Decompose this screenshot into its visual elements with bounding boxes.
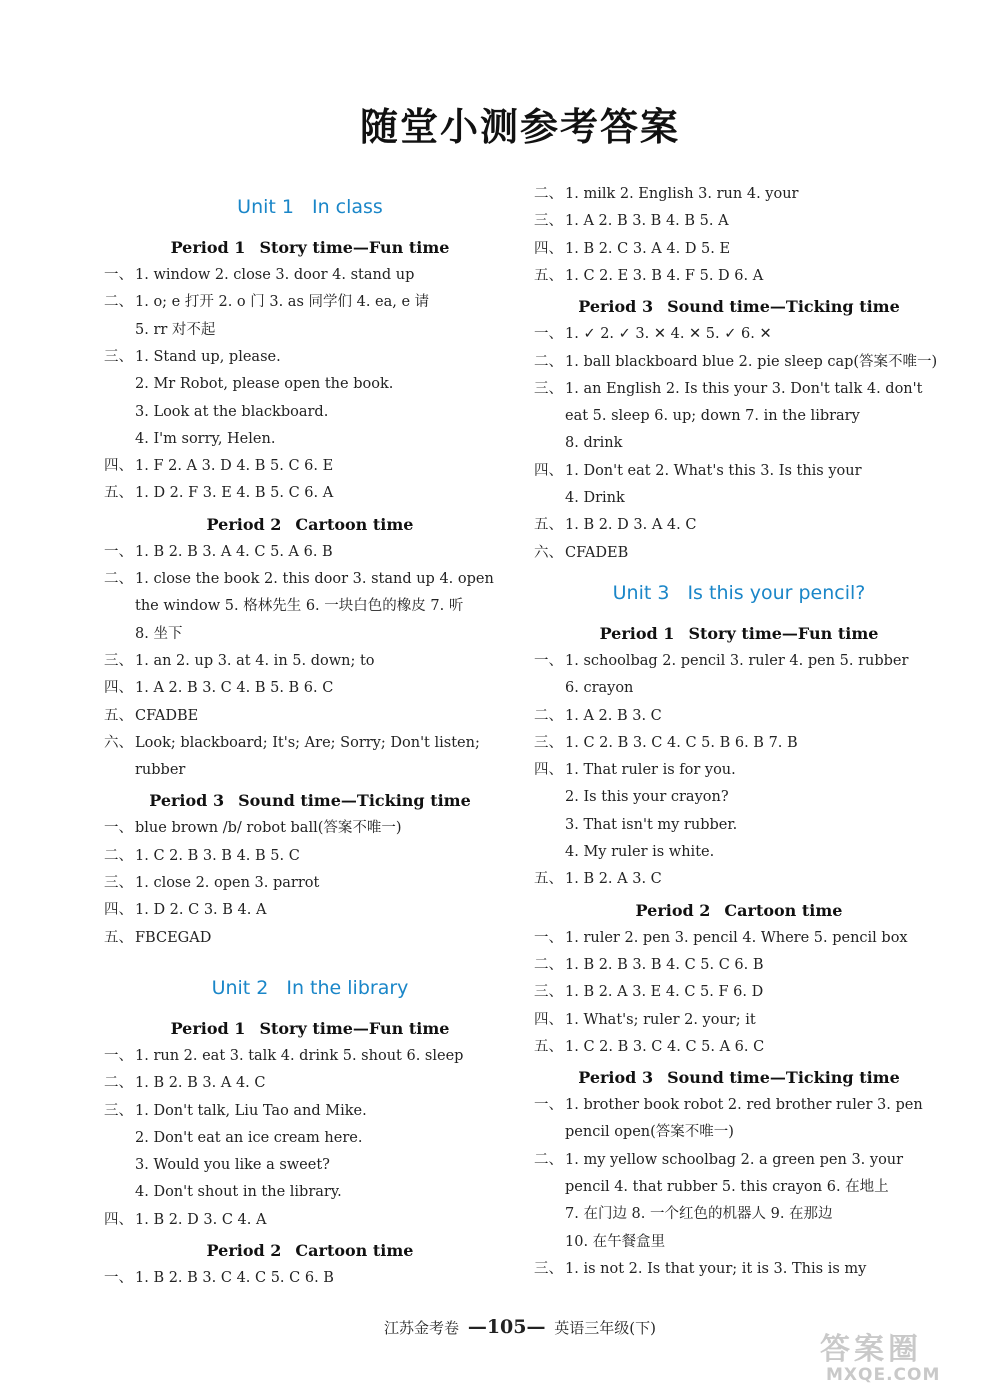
question-number: 五、 [534,267,563,284]
answer-line [534,651,944,671]
answer-text: 1. Don't eat 2. What's this 3. Is this your [565,462,862,479]
answer-line [534,706,944,726]
answer-line [104,651,516,671]
answer-line [534,869,944,889]
answer-line [104,1268,516,1288]
answer-line [104,1101,516,1121]
question-number: 一、 [104,1270,133,1286]
answer-line [104,760,516,780]
period-number: Period 3 [149,791,225,811]
question-number: 三、 [104,875,133,891]
answer-line [104,1155,516,1175]
question-number: 一、 [534,326,563,343]
question-number: 一、 [104,267,133,283]
answer-text: 1. close 2. open 3. parrot [135,875,320,891]
answer-line [534,488,944,508]
answer-text: 4. I'm sorry, Helen. [135,430,276,447]
question-number: 四、 [534,462,563,479]
answer-text: 1. C 2. E 3. B 4. F 5. D 6. A [565,267,764,284]
answer-text: 7. 在门边 8. 一个红色的机器人 9. 在那边 [565,1206,833,1223]
question-number: 四、 [534,240,563,257]
answer-text: 1. an 2. up 3. at 4. in 5. down; to [135,652,375,669]
answer-text: 1. schoolbag 2. pencil 3. ruler 4. pen 5. rubber [565,652,909,669]
unit-number: Unit 3 [612,581,670,604]
answer-line [534,543,944,563]
period-name: Cartoon time [295,514,414,534]
answer-line [104,320,516,340]
answer-line [104,624,516,644]
answer-text: 5. rr 对不起 [135,321,216,338]
page-number: —105— [467,1316,546,1338]
answer-text: 1. B 2. B 3. B 4. C 5. C 6. B [565,956,764,973]
question-number: 三、 [534,984,563,1001]
answer-text: 1. Stand up, please. [135,348,281,365]
watermark-text: 答案圈 [820,1332,922,1367]
answer-line [104,569,516,589]
answer-text: 1. A 2. B 3. C 4. B 5. B 6. C [135,680,334,697]
period-heading [104,1241,516,1260]
answer-text: the window 5. 格林先生 6. 一块白色的橡皮 7. 听 [135,598,464,615]
period-number: Period 1 [599,623,675,643]
unit-name: In the library [286,976,409,999]
answer-text: CFADEB [565,544,629,561]
unit-heading [534,582,944,604]
answer-line [534,1204,944,1224]
period-name: Sound time—Ticking time [238,791,471,811]
question-number: 一、 [104,1047,133,1064]
unit-number: Unit 1 [237,196,294,218]
answer-text: 1. B 2. C 3. A 4. D 5. E [565,240,731,257]
watermark-url: MXQE.COM [826,1365,941,1385]
answer-text: blue brown /b/ robot ball(答案不唯一) [135,820,402,837]
answer-line [104,1128,516,1148]
question-number: 三、 [104,652,133,669]
answer-line [534,324,944,344]
answer-text: 4. Drink [565,490,625,506]
answer-text: 1. What's; ruler 2. your; it [565,1011,756,1028]
answer-line [104,265,516,285]
question-number: 三、 [104,348,133,365]
question-number: 二、 [104,571,133,587]
answer-line [534,1037,944,1057]
answer-text: 4. My ruler is white. [565,844,715,860]
answer-text: 10. 在午餐盒里 [565,1233,666,1250]
period-number: Period 3 [578,297,654,317]
answer-line [534,982,944,1002]
answer-line [534,239,944,259]
answer-line [534,787,944,807]
period-number: Period 2 [206,1241,282,1260]
answer-text: 1. B 2. B 3. A 4. C [135,1075,266,1092]
answer-line [534,461,944,481]
question-number: 二、 [104,847,133,864]
answer-text: 1. ruler 2. pen 3. pencil 4. Where 5. pencil box [565,929,908,946]
answer-text: rubber [135,762,186,779]
question-number: 五、 [104,485,133,502]
period-name: Sound time—Ticking time [667,1068,900,1088]
watermark-logo [820,1334,990,1386]
answer-text: Look; blackboard; It's; Are; Sorry; Don't listen; [135,734,480,751]
answer-text: 1. run 2. eat 3. talk 4. drink 5. shout 6. sleep [135,1047,464,1064]
answer-text: 1. ✓ 2. ✓ 3. ✕ 4. ✕ 5. ✓ 6. ✕ [565,326,772,343]
answer-line [104,928,516,948]
answer-text: 1. F 2. A 3. D 4. B 5. C 6. E [135,458,334,475]
answer-text: 4. Don't shout in the library. [135,1184,342,1201]
answer-text: 1. is not 2. Is that your; it is 3. This is my [565,1260,867,1277]
answer-text: 1. A 2. B 3. B 4. B 5. A [565,213,729,230]
period-name: Cartoon time [724,900,843,920]
question-number: 二、 [534,956,563,973]
answer-line [104,429,516,449]
answer-text: 1. my yellow schoolbag 2. a green pen 3. your [565,1151,904,1168]
answer-line [104,1073,516,1093]
answer-line [534,1177,944,1197]
answer-text: 1. Don't talk, Liu Tao and Mike. [135,1102,367,1119]
answer-text: 1. C 2. B 3. C 4. C 5. A 6. C [565,1038,765,1055]
answer-text: 1. o; e 打开 2. o 门 3. as 同学们 4. ea, e 请 [135,294,430,311]
question-number: 二、 [534,1151,563,1168]
answer-text: 2. Is this your crayon? [565,789,729,806]
unit-heading [104,977,516,999]
question-number: 三、 [534,1260,563,1277]
question-number: 三、 [534,380,563,397]
answer-text: 8. drink [565,435,623,452]
footer-book-title: 江苏金考卷 [384,1319,460,1337]
period-heading [104,515,516,534]
question-number: 一、 [104,820,133,837]
answer-line [534,266,944,286]
answer-line [104,1210,516,1230]
answer-line [104,542,516,562]
period-number: Period 2 [635,900,711,920]
question-number: 三、 [534,734,563,751]
answer-line [534,1259,944,1279]
question-number: 五、 [534,1038,563,1055]
question-number: 二、 [104,294,133,311]
period-heading [534,297,944,316]
answer-text: pencil open(答案不唯一) [565,1124,734,1141]
answer-text: 1. B 2. A 3. C [565,871,662,888]
question-number: 四、 [104,1211,133,1228]
answer-line [104,374,516,394]
answer-text: 2. Don't eat an ice cream here. [135,1129,363,1146]
question-number: 六、 [534,544,563,561]
answer-text: 3. That isn't my rubber. [565,816,738,833]
answer-line [104,402,516,422]
answer-text: 1. B 2. B 3. A 4. C 5. A 6. B [135,543,333,560]
period-heading [534,624,944,643]
period-number: Period 1 [170,1018,246,1038]
question-number: 一、 [534,652,563,669]
question-number: 一、 [534,929,563,946]
answer-text: 1. A 2. B 3. C [565,707,662,724]
period-heading [104,238,516,257]
question-number: 五、 [104,929,133,946]
answer-text: CFADBE [135,707,199,724]
answer-line [534,955,944,975]
answer-line [534,211,944,231]
answer-line [534,1095,944,1115]
question-number: 二、 [534,707,563,724]
question-number: 二、 [534,186,563,202]
answer-line [104,456,516,476]
answer-text: 3. Look at the blackboard. [135,403,329,420]
answer-line [104,846,516,866]
answer-line [534,733,944,753]
unit-name: In class [311,196,383,218]
period-number: Period 3 [578,1068,654,1088]
answer-text: 1. D 2. F 3. E 4. B 5. C 6. A [135,485,334,502]
page-title: 随堂小测参考答案 [359,105,680,149]
answer-line [534,760,944,780]
answer-text: 1. B 2. B 3. C 4. C 5. C 6. B [135,1270,334,1286]
answer-line [104,347,516,367]
answer-line [534,379,944,399]
period-number: Period 2 [206,514,282,534]
question-number: 一、 [104,543,133,560]
answer-text: 1. C 2. B 3. C 4. C 5. B 6. B 7. B [565,734,798,751]
answer-line [534,842,944,862]
answer-line [104,706,516,726]
unit-number: Unit 2 [211,976,269,999]
answer-line [104,483,516,503]
answer-text: FBCEGAD [135,929,212,946]
answer-line [104,1046,516,1066]
answer-line [104,873,516,893]
answer-text: 3. Would you like a sweet? [135,1157,330,1174]
period-number: Period 1 [170,238,246,257]
answer-text: 1. B 2. D 3. C 4. A [135,1211,267,1228]
question-number: 五、 [534,517,563,534]
question-number: 二、 [104,1075,133,1092]
period-heading [534,901,944,920]
answer-text: 1. D 2. C 3. B 4. A [135,902,267,919]
question-number: 四、 [104,458,133,475]
period-name: Cartoon time [295,1241,414,1260]
answer-line [534,352,944,372]
answer-text: 1. ball blackboard blue 2. pie sleep cap(答案不唯一) [565,353,938,370]
answer-line [534,1010,944,1030]
answer-line [534,928,944,948]
answer-line [534,406,944,426]
answer-text: 1. That ruler is for you. [565,762,736,779]
answer-text: 1. close the book 2. this door 3. stand up 4. open [135,571,494,587]
answer-text: 6. crayon [565,680,634,697]
answer-line [104,733,516,753]
question-number: 五、 [104,707,133,724]
period-name: Story time—Fun time [259,238,450,257]
question-number: 四、 [534,1011,563,1028]
period-name: Sound time—Ticking time [667,297,900,317]
period-heading [104,1019,516,1038]
answer-line [104,292,516,312]
question-number: 一、 [534,1097,563,1114]
answer-text: 1. B 2. D 3. A 4. C [565,517,697,534]
question-number: 四、 [104,680,133,697]
answer-text: 1. B 2. A 3. E 4. C 5. F 6. D [565,984,764,1001]
period-name: Story time—Fun time [259,1018,450,1038]
answer-line [534,815,944,835]
question-number: 三、 [534,213,563,230]
answer-text: 8. 坐下 [135,625,183,642]
answer-text: 1. brother book robot 2. red brother ruler 3. pen [565,1097,923,1114]
answer-line [534,433,944,453]
answer-text: 1. window 2. close 3. door 4. stand up [135,267,415,283]
answer-line [534,1150,944,1170]
answer-text: eat 5. sleep 6. up; down 7. in the library [565,408,860,425]
answer-line [534,184,944,204]
answer-text: pencil 4. that rubber 5. this crayon 6. 在地上 [565,1179,889,1195]
unit-heading [104,196,516,218]
footer-subject: 英语三年级(下) [554,1319,656,1337]
answer-line [534,1232,944,1252]
period-heading [104,791,516,810]
question-number: 四、 [534,762,563,779]
answer-line [104,596,516,616]
question-number: 二、 [534,353,563,370]
answer-text: 1. an English 2. Is this your 3. Don't talk 4. don't [565,380,923,397]
answer-line [104,678,516,698]
period-heading [534,1068,944,1087]
answer-text: 1. milk 2. English 3. run 4. your [565,186,799,202]
period-name: Story time—Fun time [688,623,879,643]
answer-line [534,1122,944,1142]
answer-line [534,515,944,535]
question-number: 六、 [104,734,133,751]
answer-line [534,678,944,698]
question-number: 四、 [104,902,133,919]
answer-line [104,818,516,838]
answer-line [104,1182,516,1202]
unit-name: Is this your pencil? [687,581,866,604]
answer-line [104,900,516,920]
answer-text: 1. C 2. B 3. B 4. B 5. C [135,847,300,864]
question-number: 五、 [534,871,563,888]
answer-text: 2. Mr Robot, please open the book. [135,376,394,393]
question-number: 三、 [104,1102,133,1119]
